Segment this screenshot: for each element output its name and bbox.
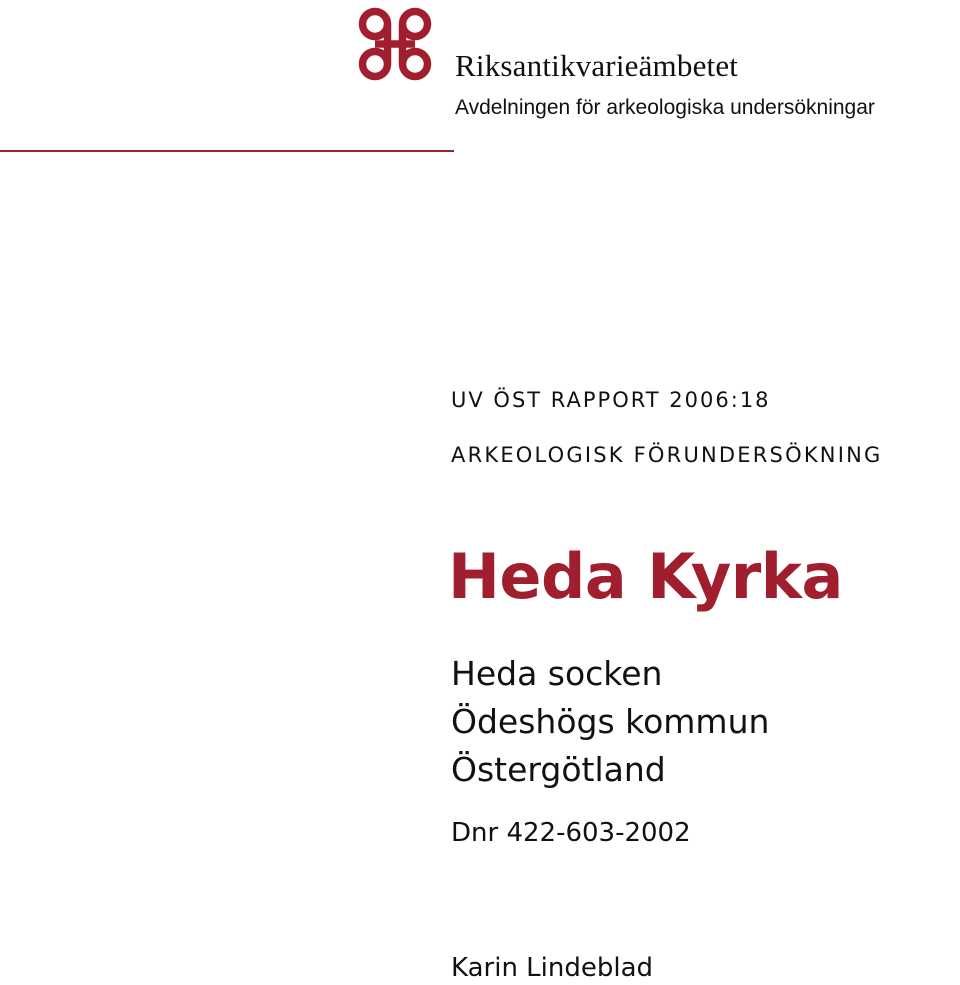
parish: Heda socken (451, 654, 663, 693)
riksantikvarieambetet-logo-icon (355, 4, 435, 84)
registration-number: Dnr 422-603-2002 (451, 818, 691, 848)
report-title: Heda Kyrka (448, 540, 843, 613)
province: Östergötland (451, 750, 666, 789)
organization-name: Riksantikvarieämbetet (455, 48, 739, 83)
municipality: Ödeshögs kommun (451, 702, 770, 741)
author-name: Karin Lindeblad (451, 953, 654, 983)
header-divider (0, 150, 454, 152)
location-block (451, 650, 769, 794)
department-name: Avdelningen för arkeologiska undersökningar (455, 96, 875, 119)
report-series: UV ÖST RAPPORT 2006:18 (451, 388, 771, 412)
report-type: ARKEOLOGISK FÖRUNDERSÖKNING (451, 443, 883, 467)
